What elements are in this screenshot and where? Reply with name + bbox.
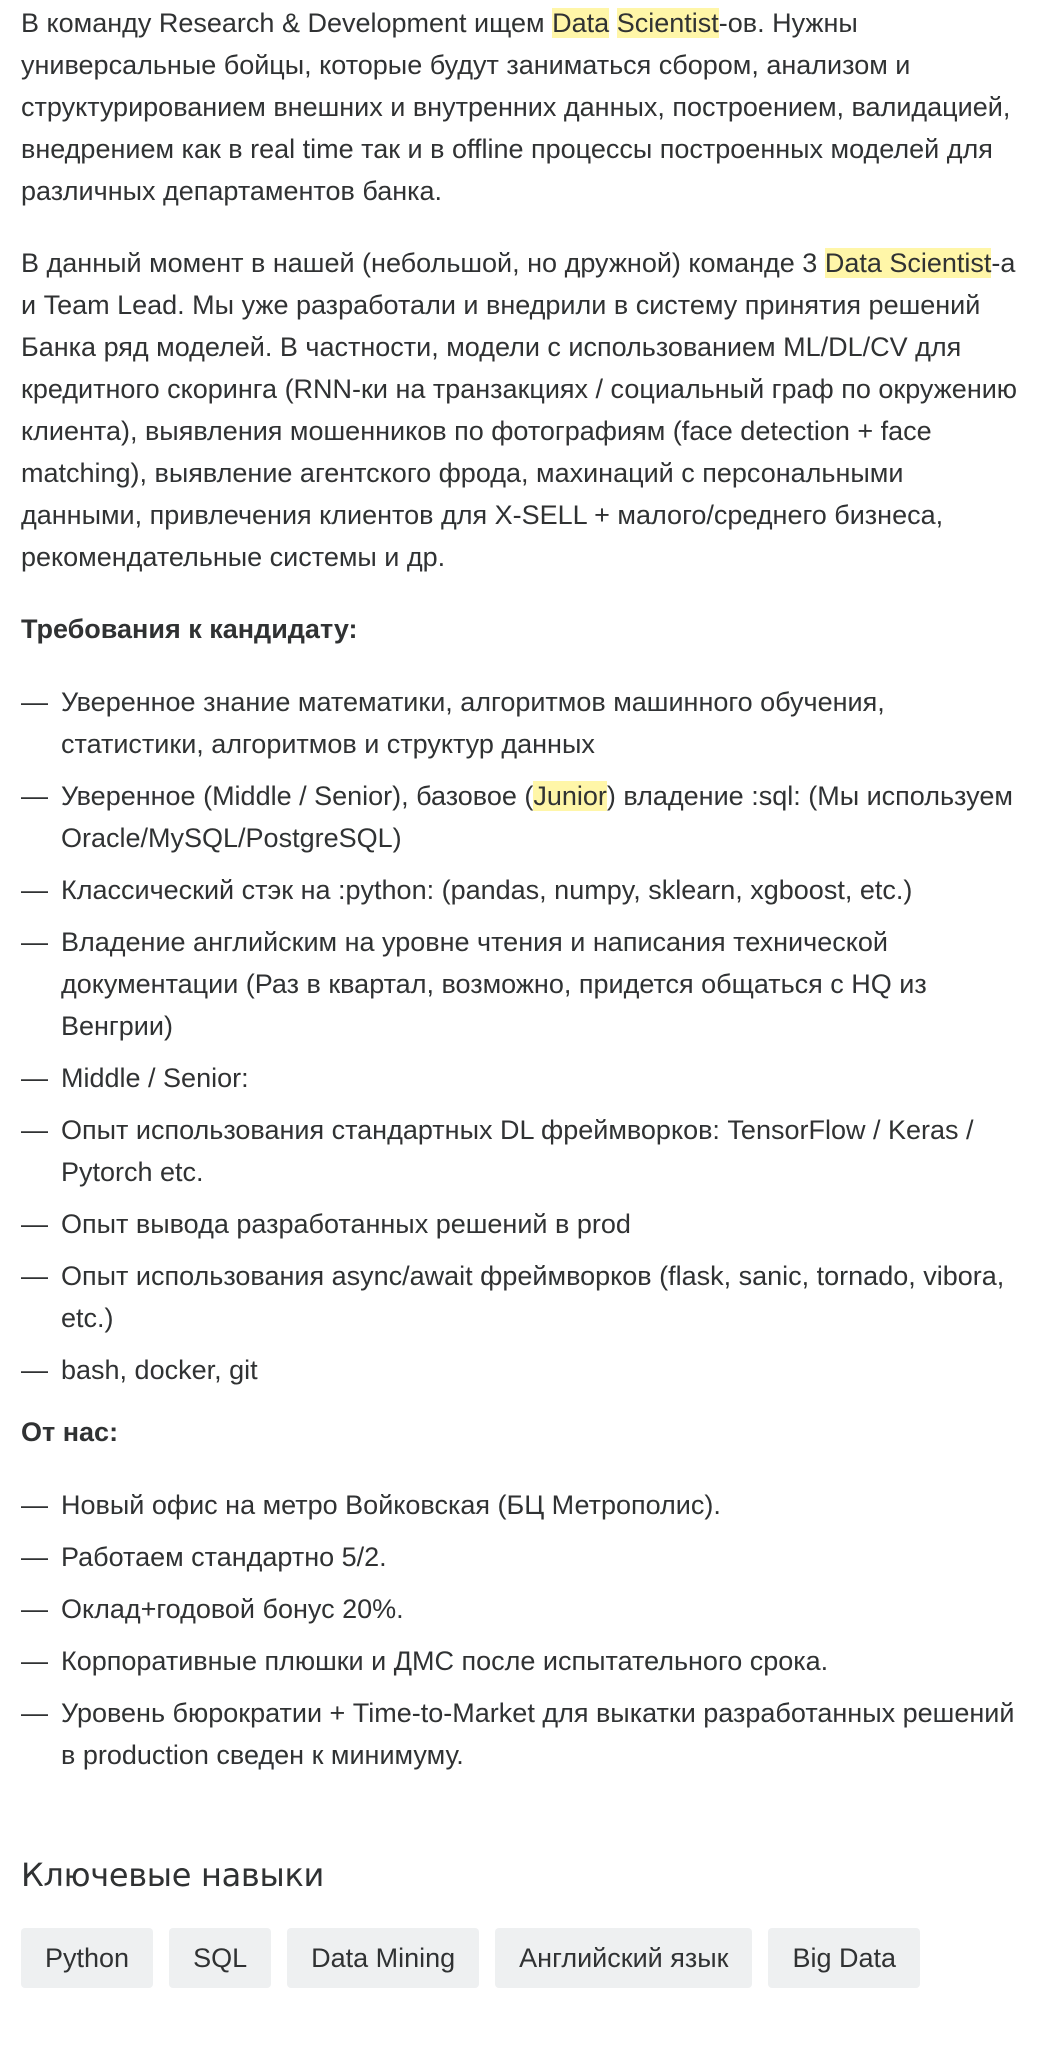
search-highlight: Data Scientist <box>824 248 992 278</box>
list-item-text: Опыт вывода разработанных решений в prod <box>61 1209 631 1239</box>
dash-bullet: — <box>21 1698 48 1728</box>
list-item-text: Опыт использования async/await фреймворков (flask, sanic, tornado, vibora, etc.) <box>61 1261 1005 1333</box>
list-item <box>21 1588 1018 1630</box>
dash-bullet: — <box>21 1355 48 1385</box>
dash-bullet: — <box>21 1209 48 1239</box>
dash-bullet: — <box>21 1490 48 1520</box>
offer-title: От нас: <box>21 1417 119 1447</box>
dash-bullet: — <box>21 927 48 957</box>
list-item-text: Новый офис на метро Войковская (БЦ Метрополис). <box>61 1490 721 1520</box>
list-item <box>21 681 1018 765</box>
search-highlight: Junior <box>533 781 607 811</box>
list-item <box>21 1484 1018 1526</box>
dash-bullet: — <box>21 1261 48 1291</box>
list-item-text: Уверенное (Middle / Senior), базовое ( <box>61 781 534 811</box>
list-item-text: Оклад+годовой бонус 20%. <box>61 1594 404 1624</box>
list-item <box>21 869 1018 911</box>
skill-tag-english[interactable]: Английский язык <box>495 1928 752 1988</box>
list-item-text: Уровень бюрократии + Time-to-Market для выкатки разработанных решений в production сведен к минимуму. <box>61 1698 1015 1770</box>
intro-paragraph-2 <box>21 242 1018 578</box>
list-item <box>21 1057 1018 1099</box>
search-highlight: Scientist <box>616 8 719 38</box>
intro-text: -ов. Нужны универсальные бойцы, которые будут заниматься сбором, анализом и структурированием внешних и внутренних данных, построением, валидацией, внедрением как в real time так и в offline процессы построенных моделей для различных департаментов банка. <box>21 8 1011 206</box>
dash-bullet: — <box>21 1646 48 1676</box>
dash-bullet: — <box>21 1115 48 1145</box>
list-item <box>21 1692 1018 1776</box>
list-item-text: Middle / Senior: <box>61 1063 249 1093</box>
list-item <box>21 775 1018 859</box>
list-item <box>21 1255 1018 1339</box>
search-highlight: Data <box>552 8 610 38</box>
dash-bullet: — <box>21 1594 48 1624</box>
list-item <box>21 921 1018 1047</box>
list-item-text: Работаем стандартно 5/2. <box>61 1542 387 1572</box>
offer-list <box>21 1484 1018 1776</box>
skill-tag-data-mining[interactable]: Data Mining <box>287 1928 479 1988</box>
list-item <box>21 1640 1018 1682</box>
key-skills-tags <box>21 1928 1018 1988</box>
intro-text: В команду Research & Development ищем <box>21 8 553 38</box>
list-item-text: bash, docker, git <box>61 1355 258 1385</box>
list-item <box>21 1109 1018 1193</box>
list-item-text: Уверенное знание математики, алгоритмов машинного обучения, статистики, алгоритмов и структур данных <box>61 687 885 759</box>
list-item-text: Классический стэк на :python: (pandas, numpy, sklearn, xgboost, etc.) <box>61 875 913 905</box>
dash-bullet: — <box>21 1542 48 1572</box>
skill-tag-sql[interactable]: SQL <box>169 1928 271 1988</box>
requirements-list <box>21 681 1018 1391</box>
list-item-text: Корпоративные плюшки и ДМС после испытательного срока. <box>61 1646 829 1676</box>
intro-text: -а и Team Lead. Мы уже разработали и внедрили в систему принятия решений Банка ряд моделей. В частности, модели с использованием ML/DL/CV для кредитного скоринга (RNN-ки на транзакциях / социальный граф по окружению клиента), выявления мошенников по фотографиям (face detection + face matching), выявление агентского фрода, махинаций с персональными данными, привлечения клиентов для X-SELL + малого/среднего бизнеса, рекомендательные системы и др. <box>21 248 1018 572</box>
skill-tag-python[interactable]: Python <box>21 1928 153 1988</box>
requirements-title: Требования к кандидату: <box>21 614 358 644</box>
list-item-text: Опыт использования стандартных DL фреймворков: TensorFlow / Keras / Pytorch etc. <box>61 1115 974 1187</box>
skill-tag-big-data[interactable]: Big Data <box>768 1928 920 1988</box>
dash-bullet: — <box>21 781 48 811</box>
dash-bullet: — <box>21 875 48 905</box>
intro-text: В данный момент в нашей (небольшой, но дружной) команде 3 <box>21 248 825 278</box>
dash-bullet: — <box>21 1063 48 1093</box>
list-item-text: Владение английским на уровне чтения и написания технической документации (Раз в квартал, возможно, придется общаться с HQ из Венгрии) <box>61 927 927 1041</box>
dash-bullet: — <box>21 687 48 717</box>
list-item <box>21 1536 1018 1578</box>
intro-text <box>609 8 617 38</box>
list-item <box>21 1203 1018 1245</box>
key-skills-title: Ключевые навыки <box>21 1856 324 1894</box>
list-item <box>21 1349 1018 1391</box>
intro-paragraph-1 <box>21 0 1018 212</box>
list-item-text: ) владение :sql: (Мы используем Oracle/MySQL/PostgreSQL) <box>61 781 1013 853</box>
